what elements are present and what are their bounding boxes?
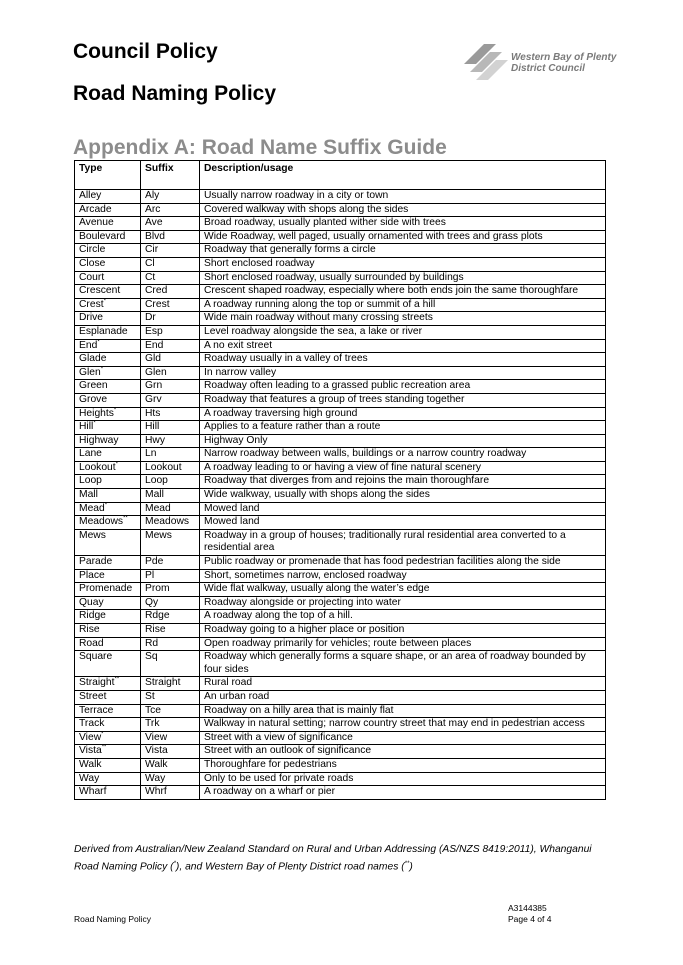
- road-type-cell: [75, 461, 141, 475]
- road-type-cell: [75, 190, 141, 204]
- table-row: [75, 244, 606, 258]
- table-row: [75, 610, 606, 624]
- table-row: [75, 217, 606, 231]
- road-type: Parade: [79, 556, 113, 568]
- table-row: [75, 556, 606, 570]
- road-type-cell: [75, 624, 141, 638]
- description-cell: Applies to a feature rather than a route: [200, 421, 606, 435]
- road-type-cell: [75, 731, 141, 745]
- source-marker: **: [114, 676, 120, 683]
- road-type-cell: [75, 393, 141, 407]
- description-cell: Open roadway primarily for vehicles; route between places: [200, 637, 606, 651]
- suffix-table: [74, 160, 606, 800]
- road-type-cell: [75, 312, 141, 326]
- source-note: [74, 843, 619, 874]
- description-cell: Short enclosed roadway: [200, 257, 606, 271]
- description-cell: Only to be used for private roads: [200, 772, 606, 786]
- suffix-cell: End: [141, 339, 200, 353]
- description-cell: Wide walkway, usually with shops along the sides: [200, 489, 606, 503]
- road-type-cell: [75, 786, 141, 800]
- road-type-cell: [75, 407, 141, 421]
- road-type: Glen: [79, 366, 101, 378]
- suffix-cell: Hwy: [141, 434, 200, 448]
- road-type: Mews: [79, 529, 106, 541]
- description-cell: Roadway on a hilly area that is mainly flat: [200, 704, 606, 718]
- description-cell: Usually narrow roadway in a city or town: [200, 190, 606, 204]
- road-type-cell: [75, 677, 141, 691]
- road-type-cell: [75, 718, 141, 732]
- road-type: Way: [79, 772, 100, 784]
- table-row: [75, 569, 606, 583]
- source-marker: *: [113, 407, 117, 414]
- road-type-cell: [75, 448, 141, 462]
- description-cell: A roadway running along the top or summit of a hill: [200, 298, 606, 312]
- suffix-cell: Loop: [141, 475, 200, 489]
- road-type-cell: [75, 339, 141, 353]
- road-type: Court: [79, 271, 105, 283]
- table-row: [75, 677, 606, 691]
- table-row: [75, 583, 606, 597]
- description-cell: Covered walkway with shops along the sides: [200, 203, 606, 217]
- road-type: View: [79, 731, 102, 743]
- table-row: [75, 624, 606, 638]
- suffix-cell: View: [141, 731, 200, 745]
- suffix-cell: Rdge: [141, 610, 200, 624]
- road-type-cell: [75, 380, 141, 394]
- suffix-cell: Walk: [141, 758, 200, 772]
- note-text-3: ): [409, 861, 413, 873]
- road-type: Close: [79, 257, 106, 269]
- road-type: Avenue: [79, 217, 114, 229]
- road-type: Ridge: [79, 610, 106, 622]
- road-type: Wharf: [79, 786, 107, 798]
- suffix-cell: Tce: [141, 704, 200, 718]
- road-type-cell: [75, 366, 141, 380]
- table-row: [75, 393, 606, 407]
- road-type-cell: [75, 502, 141, 516]
- suffix-cell: Qy: [141, 596, 200, 610]
- description-cell: Wide flat walkway, usually along the water’s edge: [200, 583, 606, 597]
- road-type-cell: [75, 434, 141, 448]
- description-cell: Highway Only: [200, 434, 606, 448]
- table-row: [75, 731, 606, 745]
- suffix-cell: Rise: [141, 624, 200, 638]
- road-type: Promenade: [79, 583, 133, 595]
- road-type: Rise: [79, 624, 100, 635]
- table-row: [75, 772, 606, 786]
- road-type-cell: [75, 690, 141, 704]
- description-cell: Street with an outlook of significance: [200, 745, 606, 759]
- note-mark-2: **: [404, 861, 410, 867]
- road-type: Street: [79, 690, 107, 702]
- road-type-cell: [75, 353, 141, 367]
- road-type-cell: [75, 516, 141, 530]
- suffix-cell: Pl: [141, 569, 200, 583]
- table-header-row: [75, 161, 606, 190]
- suffix-cell: Crest: [141, 298, 200, 312]
- table-row: [75, 353, 606, 367]
- description-cell: Short enclosed roadway, usually surrounded by buildings: [200, 271, 606, 285]
- source-marker: *: [93, 420, 96, 427]
- description-cell: Wide main roadway without many crossing streets: [200, 312, 606, 326]
- road-type-cell: [75, 745, 141, 759]
- road-type-cell: [75, 610, 141, 624]
- table-row: [75, 448, 606, 462]
- note-text-1: Derived from Australian/New Zealand Standard on Rural and Urban Addressing (AS/NZS 8419:2011), Whanganui Road Naming Policy (: [74, 844, 592, 873]
- table-row: [75, 475, 606, 489]
- description-cell: Crescent shaped roadway, especially where both ends join the same thoroughfare: [200, 285, 606, 299]
- road-type: Mead: [79, 502, 105, 514]
- note-text-2: ), and Western Bay of Plenty District road names (: [175, 861, 405, 873]
- road-type: Boulevard: [79, 230, 126, 242]
- suffix-cell: Glen: [141, 366, 200, 380]
- document-title: Council Policy: [73, 40, 218, 63]
- table-row: [75, 745, 606, 759]
- road-type-cell: [75, 298, 141, 312]
- note-mark-1: *: [173, 861, 176, 867]
- source-marker: **: [101, 744, 107, 751]
- table-row: [75, 690, 606, 704]
- road-type: Hill: [79, 421, 94, 433]
- suffix-cell: Aly: [141, 190, 200, 204]
- description-cell: Narrow roadway between walls, buildings or a narrow country roadway: [200, 448, 606, 462]
- table-row: [75, 786, 606, 800]
- road-type: Square: [79, 651, 113, 663]
- source-marker: *: [100, 366, 104, 373]
- suffix-cell: Hts: [141, 407, 200, 421]
- description-cell: Public roadway or promenade that has food pedestrian facilities along the side: [200, 556, 606, 570]
- description-cell: Broad roadway, usually planted wither side with trees: [200, 217, 606, 231]
- road-type: Heights: [79, 407, 114, 419]
- road-type-cell: [75, 596, 141, 610]
- road-type: Grove: [79, 393, 108, 405]
- source-marker: *: [115, 461, 118, 468]
- description-cell: A roadway traversing high ground: [200, 407, 606, 421]
- road-type-cell: [75, 651, 141, 677]
- description-cell: Roadway usually in a valley of trees: [200, 353, 606, 367]
- appendix-heading: Appendix A: Road Name Suffix Guide: [73, 136, 447, 159]
- document-reference: A3144385: [508, 903, 547, 913]
- page-number: Page 4 of 4: [508, 914, 552, 924]
- description-cell: In narrow valley: [200, 366, 606, 380]
- description-cell: Thoroughfare for pedestrians: [200, 758, 606, 772]
- table-row: [75, 312, 606, 326]
- road-type-cell: [75, 271, 141, 285]
- road-type: Loop: [79, 475, 102, 487]
- suffix-cell: Vista: [141, 745, 200, 759]
- source-marker: *: [101, 731, 104, 738]
- road-type-cell: [75, 230, 141, 244]
- suffix-cell: Cir: [141, 244, 200, 258]
- suffix-cell: Hill: [141, 421, 200, 435]
- description-cell: Mowed land: [200, 502, 606, 516]
- suffix-cell: Meadows: [141, 516, 200, 530]
- road-type-cell: [75, 489, 141, 503]
- road-type-cell: [75, 772, 141, 786]
- description-cell: A roadway on a wharf or pier: [200, 786, 606, 800]
- description-cell: Roadway which generally forms a square shape, or an area of roadway bounded by four sides: [200, 651, 606, 677]
- description-cell: Mowed land: [200, 516, 606, 530]
- description-cell: Rural road: [200, 677, 606, 691]
- table-row: [75, 758, 606, 772]
- suffix-cell: Lookout: [141, 461, 200, 475]
- road-type-cell: [75, 257, 141, 271]
- description-cell: Level roadway alongside the sea, a lake or river: [200, 325, 606, 339]
- suffix-cell: Gld: [141, 353, 200, 367]
- road-type: Lane: [79, 448, 102, 460]
- suffix-cell: Sq: [141, 651, 200, 677]
- table-row: [75, 271, 606, 285]
- table-row: [75, 298, 606, 312]
- source-marker: *: [97, 339, 100, 346]
- road-type-cell: [75, 569, 141, 583]
- source-marker: *: [104, 502, 108, 509]
- road-type-cell: [75, 244, 141, 258]
- table-row: [75, 325, 606, 339]
- description-cell: Roadway often leading to a grassed public recreation area: [200, 380, 606, 394]
- suffix-cell: Cred: [141, 285, 200, 299]
- description-cell: Roadway in a group of houses; traditionally rural residential area converted to a residential area: [200, 529, 606, 555]
- suffix-cell: Mews: [141, 529, 200, 555]
- road-type: Place: [79, 569, 105, 581]
- suffix-cell: Straight: [141, 677, 200, 691]
- road-type-cell: [75, 325, 141, 339]
- description-cell: Roadway that generally forms a circle: [200, 244, 606, 258]
- council-logo: [462, 42, 622, 84]
- footer-title: Road Naming Policy: [74, 914, 152, 924]
- column-header-suffix: Suffix: [141, 161, 200, 190]
- road-type: Drive: [79, 312, 104, 324]
- table-row: [75, 704, 606, 718]
- column-header-description: Description/usage: [200, 161, 606, 190]
- description-cell: Walkway in natural setting; narrow country street that may end in pedestrian access: [200, 718, 606, 732]
- table-row: [75, 230, 606, 244]
- road-type-cell: [75, 217, 141, 231]
- suffix-cell: St: [141, 690, 200, 704]
- road-type: Quay: [79, 596, 104, 608]
- road-type: Vista: [79, 745, 102, 757]
- road-type: Alley: [79, 190, 102, 201]
- suffix-cell: Whrf: [141, 786, 200, 800]
- logo-line-2: District Council: [511, 63, 585, 74]
- road-type-cell: [75, 203, 141, 217]
- table-row: [75, 718, 606, 732]
- table-row: [75, 257, 606, 271]
- suffix-cell: Dr: [141, 312, 200, 326]
- column-header-type: Type: [75, 161, 141, 190]
- road-type: Lookout: [79, 461, 116, 473]
- suffix-cell: Esp: [141, 325, 200, 339]
- table-row: [75, 285, 606, 299]
- road-type: Green: [79, 380, 108, 392]
- suffix-cell: Way: [141, 772, 200, 786]
- road-type-cell: [75, 704, 141, 718]
- table-row: [75, 637, 606, 651]
- road-type: Esplanade: [79, 325, 128, 337]
- suffix-cell: Arc: [141, 203, 200, 217]
- road-type: Track: [79, 718, 105, 730]
- suffix-cell: Trk: [141, 718, 200, 732]
- road-type-cell: [75, 758, 141, 772]
- suffix-cell: Grv: [141, 393, 200, 407]
- suffix-cell: Mead: [141, 502, 200, 516]
- table-row: [75, 421, 606, 435]
- description-cell: Roadway going to a higher place or position: [200, 624, 606, 638]
- road-type-cell: [75, 529, 141, 555]
- road-type: Terrace: [79, 704, 114, 716]
- road-type-cell: [75, 421, 141, 435]
- road-type-cell: [75, 475, 141, 489]
- road-type-cell: [75, 637, 141, 651]
- policy-title: Road Naming Policy: [73, 82, 277, 105]
- description-cell: Street with a view of significance: [200, 731, 606, 745]
- source-marker: **: [123, 515, 128, 522]
- description-cell: Roadway that features a group of trees standing together: [200, 393, 606, 407]
- table-row: [75, 461, 606, 475]
- table-row: [75, 190, 606, 204]
- suffix-cell: Blvd: [141, 230, 200, 244]
- description-cell: A roadway leading to or having a view of fine natural scenery: [200, 461, 606, 475]
- road-type-cell: [75, 556, 141, 570]
- description-cell: A no exit street: [200, 339, 606, 353]
- description-cell: Roadway that diverges from and rejoins the main thoroughfare: [200, 475, 606, 489]
- road-type: Crest: [79, 298, 104, 310]
- description-cell: Roadway alongside or projecting into water: [200, 596, 606, 610]
- road-type: Glade: [79, 353, 107, 365]
- suffix-cell: Ln: [141, 448, 200, 462]
- description-cell: An urban road: [200, 690, 606, 704]
- suffix-cell: Pde: [141, 556, 200, 570]
- description-cell: A roadway along the top of a hill.: [200, 610, 606, 624]
- table-row: [75, 651, 606, 677]
- road-type: Road: [79, 637, 104, 649]
- road-type: Walk: [79, 758, 102, 770]
- road-type: Mall: [79, 489, 98, 501]
- suffix-cell: Prom: [141, 583, 200, 597]
- road-type-cell: [75, 583, 141, 597]
- table-row: [75, 380, 606, 394]
- suffix-cell: Ct: [141, 271, 200, 285]
- suffix-cell: Rd: [141, 637, 200, 651]
- logo-line-1: Western Bay of Plenty: [511, 52, 617, 63]
- road-type: Highway: [79, 434, 119, 446]
- suffix-cell: Grn: [141, 380, 200, 394]
- road-type: End: [79, 339, 98, 351]
- source-marker: *: [103, 298, 106, 305]
- suffix-cell: Cl: [141, 257, 200, 271]
- road-type: Straight: [79, 677, 115, 689]
- table-row: [75, 434, 606, 448]
- road-type: Meadows: [79, 516, 124, 528]
- suffix-cell: Ave: [141, 217, 200, 231]
- council-logo-mark-icon: [462, 42, 510, 82]
- suffix-cell: Mall: [141, 489, 200, 503]
- table-row: [75, 516, 606, 530]
- description-cell: Short, sometimes narrow, enclosed roadway: [200, 569, 606, 583]
- table-row: [75, 366, 606, 380]
- table-row: [75, 489, 606, 503]
- council-logo-text: [511, 52, 616, 74]
- table-row: [75, 339, 606, 353]
- road-type: Circle: [79, 244, 106, 256]
- road-type-cell: [75, 285, 141, 299]
- table-row: [75, 502, 606, 516]
- road-type: Crescent: [79, 285, 121, 297]
- table-row: [75, 407, 606, 421]
- description-cell: Wide Roadway, well paged, usually ornamented with trees and grass plots: [200, 230, 606, 244]
- table-row: [75, 596, 606, 610]
- table-row: [75, 529, 606, 555]
- road-type: Arcade: [79, 203, 112, 215]
- table-row: [75, 203, 606, 217]
- table-body: [75, 190, 606, 800]
